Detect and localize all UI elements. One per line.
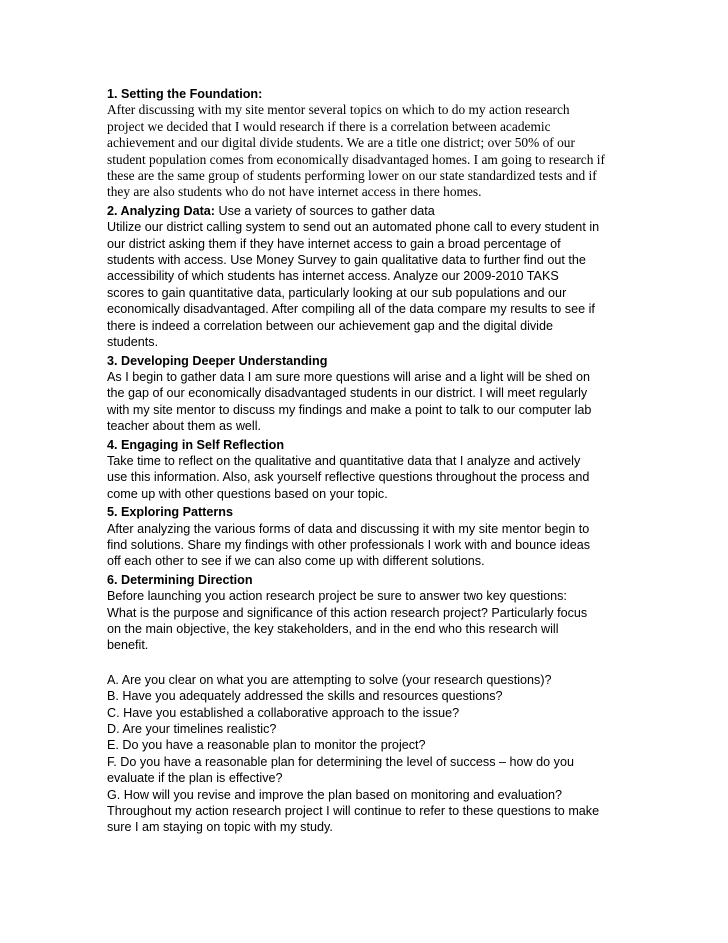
body-line: Utilize our district calling system to send out an automated phone call to every student in [107, 220, 600, 235]
body-line: off each other to see if we can also come up with different solutions. [107, 554, 485, 569]
question-line: E. Do you have a reasonable plan to monitor the project? [107, 738, 426, 753]
section-heading: 5. Exploring Patterns [107, 505, 233, 520]
body-line: our district asking them if they have internet access to gain a broad percentage of [107, 236, 561, 251]
body-line: What is the purpose and significance of this action research project? Particularly focus [107, 605, 588, 620]
section-self-reflection [107, 437, 622, 503]
body-line: accessibility of which students has internet access. Analyze our 2009-2010 TAKS [107, 269, 559, 284]
section-heading: 4. Engaging in Self Reflection [107, 437, 285, 452]
body-line: After analyzing the various forms of data and discussing it with my site mentor begin to [107, 521, 590, 536]
body-line: the gap of our economically disadvantaged students in our district. I will meet regularly [107, 386, 588, 401]
body-line: with my site mentor to discuss my findings and make a point to talk to our computer lab [107, 402, 592, 417]
section-body [107, 219, 622, 350]
question-line: B. Have you adequately addressed the skills and resources questions? [107, 689, 503, 704]
body-line: student population comes from economically disadvantaged homes. I am going to research if [107, 151, 605, 167]
section-deeper-understanding [107, 353, 622, 435]
question-line: F. Do you have a reasonable plan for determining the level of success – how do you [107, 754, 574, 769]
question-line: sure I am staying on topic with my study. [107, 820, 333, 835]
body-line: scores to gain quantitative data, particularly looking at our sub populations and our [107, 285, 567, 300]
body-line: they are also students who do not have internet access in there homes. [107, 184, 482, 200]
body-line: teacher about them as well. [107, 419, 262, 434]
body-line: Before launching you action research project be sure to answer two key questions: [107, 589, 567, 604]
section-analyzing-data [107, 203, 622, 351]
body-line: Take time to reflect on the qualitative and quantitative data that I analyze and actively [107, 453, 581, 468]
section-body [107, 521, 622, 570]
section-heading: 6. Determining Direction [107, 572, 253, 587]
body-line: students with access. Use Money Survey to gain qualitative data to further find out the [107, 253, 586, 268]
body-line: there is indeed a correlation between our achievement gap and the digital divide [107, 318, 553, 333]
question-line: C. Have you established a collaborative approach to the issue? [107, 705, 460, 720]
section-determining-direction [107, 572, 622, 654]
body-line: achievement and our digital divide students. We are a title one district; over 50% of our [107, 135, 575, 151]
body-line: these are the same group of students performing lower on our state standardized tests and if [107, 168, 597, 184]
document-page [107, 86, 622, 836]
body-line: use this information. Also, ask yourself reflective questions throughout the process and [107, 470, 590, 485]
question-line: A. Are you clear on what you are attempting to solve (your research questions)? [107, 672, 552, 687]
body-line: As I begin to gather data I am sure more questions will arise and a light will be shed on [107, 369, 591, 384]
paragraph-gap [107, 656, 622, 672]
body-line: project we decided that I would research if there is a correlation between academic [107, 118, 551, 134]
body-line: come up with other questions based on your topic. [107, 486, 388, 501]
section-body [107, 453, 622, 502]
section-body [107, 102, 622, 200]
question-line: D. Are your timelines realistic? [107, 722, 277, 737]
body-line: students. [107, 335, 159, 350]
section-heading: 3. Developing Deeper Understanding [107, 353, 328, 368]
section-heading: 1. Setting the Foundation: [107, 87, 263, 101]
question-line: evaluate if the plan is effective? [107, 771, 283, 786]
section-heading-rest: Use a variety of sources to gather data [215, 203, 435, 218]
key-questions-list [107, 672, 622, 836]
section-body [107, 369, 622, 435]
body-line: After discussing with my site mentor several topics on which to do my action research [107, 102, 570, 118]
section-body [107, 588, 622, 654]
body-line: benefit. [107, 638, 149, 653]
section-heading-bold: 2. Analyzing Data: [107, 203, 215, 218]
section-heading [107, 203, 622, 219]
section-setting-foundation [107, 86, 622, 201]
question-line: G. How will you revise and improve the plan based on monitoring and evaluation? [107, 787, 563, 802]
question-line: Throughout my action research project I will continue to refer to these questions to make [107, 804, 600, 819]
body-line: find solutions. Share my findings with other professionals I work with and bounce ideas [107, 537, 591, 552]
body-line: economically disadvantaged. After compiling all of the data compare my results to see if [107, 302, 595, 317]
section-exploring-patterns [107, 504, 622, 570]
body-line: on the main objective, the key stakeholders, and in the end who this research will [107, 622, 559, 636]
